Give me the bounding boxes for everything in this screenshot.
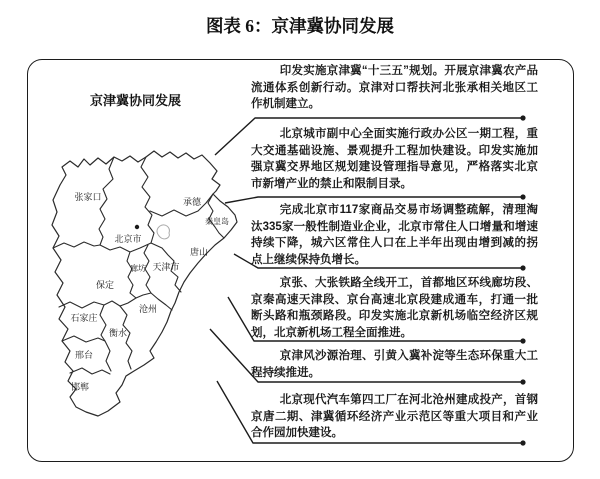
map-title: 京津冀协同发展 bbox=[90, 93, 182, 108]
city-label-cangzhou: 沧州 bbox=[138, 304, 158, 314]
city-label-beijing: 北京市 bbox=[114, 234, 142, 244]
callout-text-5: 京津风沙源治理、引黄入冀补淀等生态环保重大工程持续推进。 bbox=[251, 350, 538, 379]
city-label-tangshan: 唐山 bbox=[189, 247, 209, 257]
callout-text-4: 京张、大张铁路全线开工，首都地区环线廊坊段、京秦高速天津段、京台高速北京段建成通车，打通一批断头路和瓶颈路段。印发实施北京新机场临空经济区规划，北京新机场工程全面推进。 bbox=[251, 277, 538, 339]
page-title: 图表 6：京津冀协同发展 bbox=[205, 16, 395, 36]
callout-text-2: 北京城市副中心全面实施行政办公区一期工程，重大交通基础设施、景观提升工程加快建设。印发实施加强京冀交界地区规划建设管理指导意见，严格落实北京市新增产业的禁止和限制目录。 bbox=[251, 128, 538, 190]
city-label-qinhuangdao: 秦皇岛 bbox=[205, 217, 229, 226]
callout-text-6: 北京现代汽车第四工厂在河北沧州建成投产，首钢京唐二期、津冀循环经济产业示范区等重大项目和产业合作园加快建设。 bbox=[251, 394, 538, 439]
city-label-hengshui: 衡水 bbox=[108, 328, 128, 338]
city-label-zhangjiakou: 张家口 bbox=[74, 192, 102, 202]
city-label-tianjin: 天津市 bbox=[152, 262, 180, 272]
callout-text-1: 印发实施京津冀“十三五”规划。开展京津冀农产品流通体系创新行动。京津对口帮扶河北张承相关地区工作机制建立。 bbox=[251, 65, 538, 110]
city-label-xingtai: 邢台 bbox=[74, 350, 94, 360]
callout-text-3: 完成北京市117家商品交易市场调整疏解，清理淘汰335家一般性制造业企业，北京市常住人口增量和增速持续下降，城六区常住人口在上半年出现由增到减的拐点上继续保持负增长。 bbox=[251, 204, 538, 266]
city-label-shijiazhuang: 石家庄 bbox=[70, 313, 98, 323]
city-label-handan: 邯郸 bbox=[70, 382, 90, 392]
capital-dot bbox=[135, 225, 139, 229]
city-label-chengde: 承德 bbox=[182, 197, 202, 207]
city-label-baoding: 保定 bbox=[95, 280, 115, 290]
bth-map bbox=[40, 145, 240, 430]
city-label-langfang: 廊坊 bbox=[130, 264, 146, 273]
